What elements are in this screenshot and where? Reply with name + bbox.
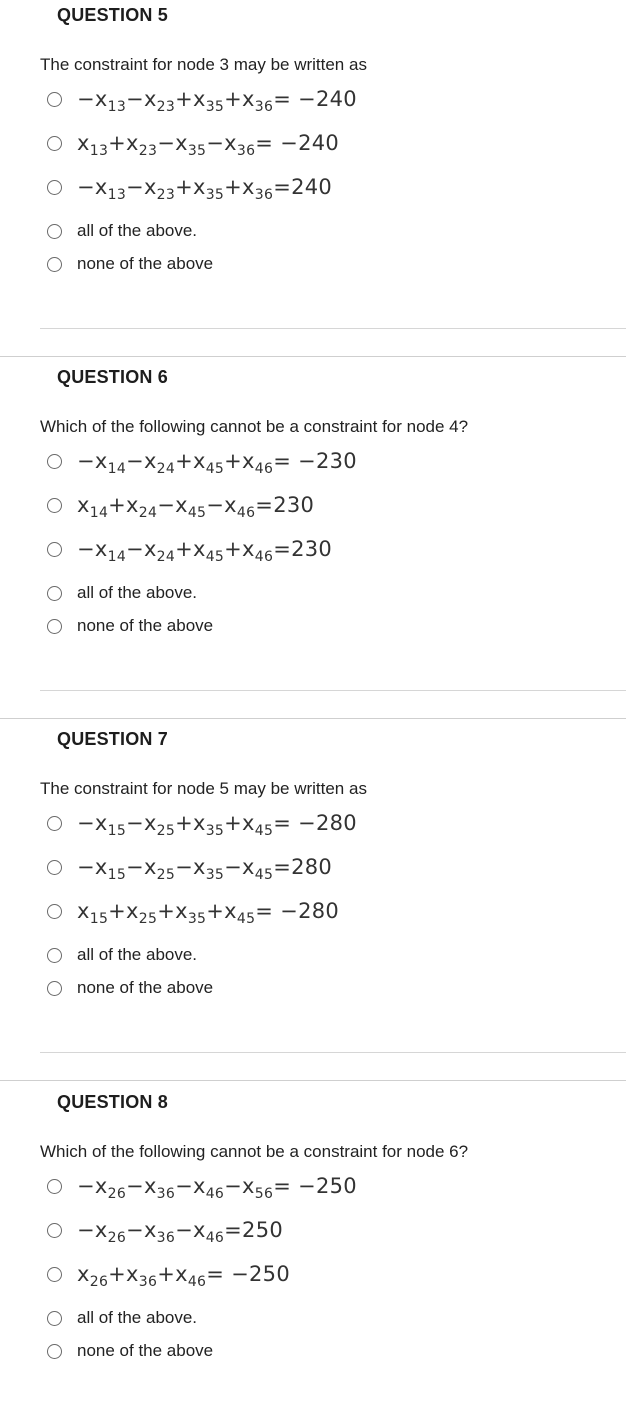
equation-rhs: =250 [224,1218,284,1242]
equation-variable: −x [126,855,157,879]
equation-variable: +x [175,537,206,561]
radio-button[interactable] [47,586,62,601]
answer-option[interactable] [47,251,213,277]
equation-subscript: 35 [205,99,225,115]
equation-subscript: 23 [156,187,176,203]
equation-variable: −x [126,811,157,835]
equation-variable: −x [175,1174,206,1198]
equation-variable: +x [108,493,139,517]
equation-variable: −x [77,87,108,111]
radio-button[interactable] [47,619,62,634]
question-text: The constraint for node 5 may be written as [40,779,367,798]
radio-button[interactable] [47,981,62,996]
equation-rhs: =240 [273,175,333,199]
divider [40,328,626,329]
equation-subscript: 45 [254,823,274,839]
equation-variable: −x [157,131,188,155]
answer-option[interactable] [47,1261,290,1290]
equation-subscript: 36 [138,1274,158,1290]
equation-variable: −x [126,1174,157,1198]
divider [40,1052,626,1053]
equation-subscript: 45 [205,461,225,477]
equation-subscript: 13 [89,143,109,159]
equation-subscript: 36 [156,1186,176,1202]
equation-variable: +x [108,131,139,155]
equation-variable: +x [157,1262,188,1286]
equation-subscript: 45 [187,505,207,521]
equation-rhs: = −240 [273,87,357,111]
equation-rhs: = −250 [273,1174,357,1198]
equation-subscript: 35 [187,143,207,159]
equation-subscript: 45 [205,549,225,565]
radio-button[interactable] [47,224,62,239]
option-label: none of the above [77,254,214,273]
answer-option[interactable] [47,613,213,639]
equation-subscript: 46 [205,1230,225,1246]
equation-subscript: 45 [254,867,274,883]
equation-variable: +x [175,449,206,473]
equation-subscript: 36 [254,187,274,203]
equation-subscript: 26 [107,1186,127,1202]
equation-variable: +x [224,811,255,835]
equation-subscript: 13 [107,187,127,203]
equation-subscript: 15 [107,867,127,883]
equation-subscript: 13 [107,99,127,115]
equation-variable: −x [77,537,108,561]
option-equation [77,449,357,477]
equation-subscript: 35 [187,911,207,927]
radio-button[interactable] [47,1179,62,1194]
equation-subscript: 25 [156,823,176,839]
equation-subscript: 26 [107,1230,127,1246]
equation-subscript: 26 [89,1274,109,1290]
radio-button[interactable] [47,904,62,919]
question-title: QUESTION 5 [57,5,169,25]
radio-button[interactable] [47,257,62,272]
radio-button[interactable] [47,542,62,557]
equation-subscript: 14 [107,549,127,565]
answer-option[interactable] [47,1338,213,1364]
equation-subscript: 46 [187,1274,207,1290]
option-label: none of the above [77,616,214,635]
equation-subscript: 36 [254,99,274,115]
question-text: Which of the following cannot be a constraint for node 6? [40,1142,469,1161]
answer-option[interactable] [47,898,340,927]
question-title: QUESTION 7 [57,729,169,749]
option-label: all of the above. [77,1308,198,1327]
equation-variable: −x [77,449,108,473]
answer-option[interactable] [47,492,315,521]
answer-option[interactable] [47,174,333,203]
equation-variable: +x [224,449,255,473]
equation-subscript: 24 [156,461,176,477]
equation-subscript: 23 [138,143,158,159]
equation-subscript: 35 [205,823,225,839]
answer-option[interactable] [47,580,197,606]
question-text: The constraint for node 3 may be written as [40,55,367,74]
equation-subscript: 36 [236,143,256,159]
equation-subscript: 46 [205,1186,225,1202]
equation-variable: −x [77,175,108,199]
radio-button[interactable] [47,1344,62,1359]
option-equation [77,855,333,883]
answer-option[interactable] [47,1217,284,1246]
radio-button[interactable] [47,180,62,195]
answer-option[interactable] [47,536,333,565]
equation-variable: −x [77,855,108,879]
option-label: all of the above. [77,945,198,964]
option-equation [77,1218,284,1246]
option-equation [77,537,333,565]
equation-variable: −x [126,87,157,111]
equation-variable: −x [175,855,206,879]
equation-variable: −x [126,537,157,561]
equation-subscript: 14 [89,505,109,521]
answer-option[interactable] [47,86,357,115]
equation-variable: +x [206,899,237,923]
equation-subscript: 46 [254,549,274,565]
equation-rhs: =230 [273,537,333,561]
equation-variable: +x [157,899,188,923]
radio-button[interactable] [47,1267,62,1282]
section-divider [0,718,626,719]
option-equation [77,87,357,115]
option-label: all of the above. [77,221,198,240]
option-label: none of the above [77,978,214,997]
option-equation [77,1262,290,1290]
equation-variable: −x [77,811,108,835]
equation-variable: x [77,1262,90,1286]
equation-variable: −x [224,1174,255,1198]
option-label: all of the above. [77,583,198,602]
equation-variable: −x [206,131,237,155]
equation-variable: +x [108,1262,139,1286]
equation-subscript: 23 [156,99,176,115]
radio-button[interactable] [47,1223,62,1238]
equation-rhs: =280 [273,855,333,879]
equation-rhs: = −240 [255,131,340,155]
equation-variable: −x [157,493,188,517]
question-title: QUESTION 8 [57,1092,169,1112]
radio-button[interactable] [47,1311,62,1326]
option-equation [77,811,357,839]
question-title: QUESTION 6 [57,367,169,387]
equation-subscript: 15 [107,823,127,839]
answer-option[interactable] [47,810,357,839]
answer-option[interactable] [47,448,357,477]
radio-button[interactable] [47,860,62,875]
question-text: Which of the following cannot be a constraint for node 4? [40,417,469,436]
equation-variable: −x [126,1218,157,1242]
equation-variable: −x [206,493,237,517]
equation-subscript: 24 [156,549,176,565]
radio-button[interactable] [47,498,62,513]
radio-button[interactable] [47,92,62,107]
equation-variable: −x [175,1218,206,1242]
answer-option[interactable] [47,218,197,244]
equation-subscript: 15 [89,911,109,927]
option-equation [77,1174,357,1202]
section-divider [0,1080,626,1081]
equation-variable: +x [175,175,206,199]
answer-option[interactable] [47,975,213,1001]
answer-option[interactable] [47,942,197,968]
equation-subscript: 45 [236,911,256,927]
option-label: none of the above [77,1341,214,1360]
equation-rhs: =230 [255,493,315,517]
equation-variable: +x [175,811,206,835]
option-equation [77,175,333,203]
equation-subscript: 56 [254,1186,274,1202]
answer-option[interactable] [47,1305,197,1331]
equation-variable: +x [224,537,255,561]
radio-button[interactable] [47,948,62,963]
equation-variable: −x [77,1174,108,1198]
radio-button[interactable] [47,454,62,469]
equation-subscript: 24 [138,505,158,521]
equation-variable: x [77,899,90,923]
option-equation [77,899,340,927]
equation-subscript: 14 [107,461,127,477]
equation-subscript: 46 [254,461,274,477]
equation-subscript: 25 [138,911,158,927]
section-divider [0,356,626,357]
divider [40,690,626,691]
equation-variable: +x [175,87,206,111]
option-equation [77,131,340,159]
radio-button[interactable] [47,136,62,151]
equation-rhs: = −280 [273,811,357,835]
equation-variable: x [77,131,90,155]
equation-variable: +x [224,175,255,199]
answer-option[interactable] [47,1173,357,1202]
equation-subscript: 35 [205,867,225,883]
equation-subscript: 25 [156,867,176,883]
equation-variable: +x [224,87,255,111]
radio-button[interactable] [47,816,62,831]
equation-subscript: 36 [156,1230,176,1246]
equation-variable: −x [77,1218,108,1242]
equation-rhs: = −250 [206,1262,290,1286]
equation-variable: −x [224,855,255,879]
equation-subscript: 46 [236,505,256,521]
equation-variable: x [77,493,90,517]
equation-subscript: 35 [205,187,225,203]
equation-variable: −x [126,449,157,473]
option-equation [77,493,315,521]
equation-variable: −x [126,175,157,199]
equation-rhs: = −230 [273,449,357,473]
equation-rhs: = −280 [255,899,340,923]
equation-variable: +x [108,899,139,923]
answer-option[interactable] [47,130,340,159]
answer-option[interactable] [47,854,333,883]
